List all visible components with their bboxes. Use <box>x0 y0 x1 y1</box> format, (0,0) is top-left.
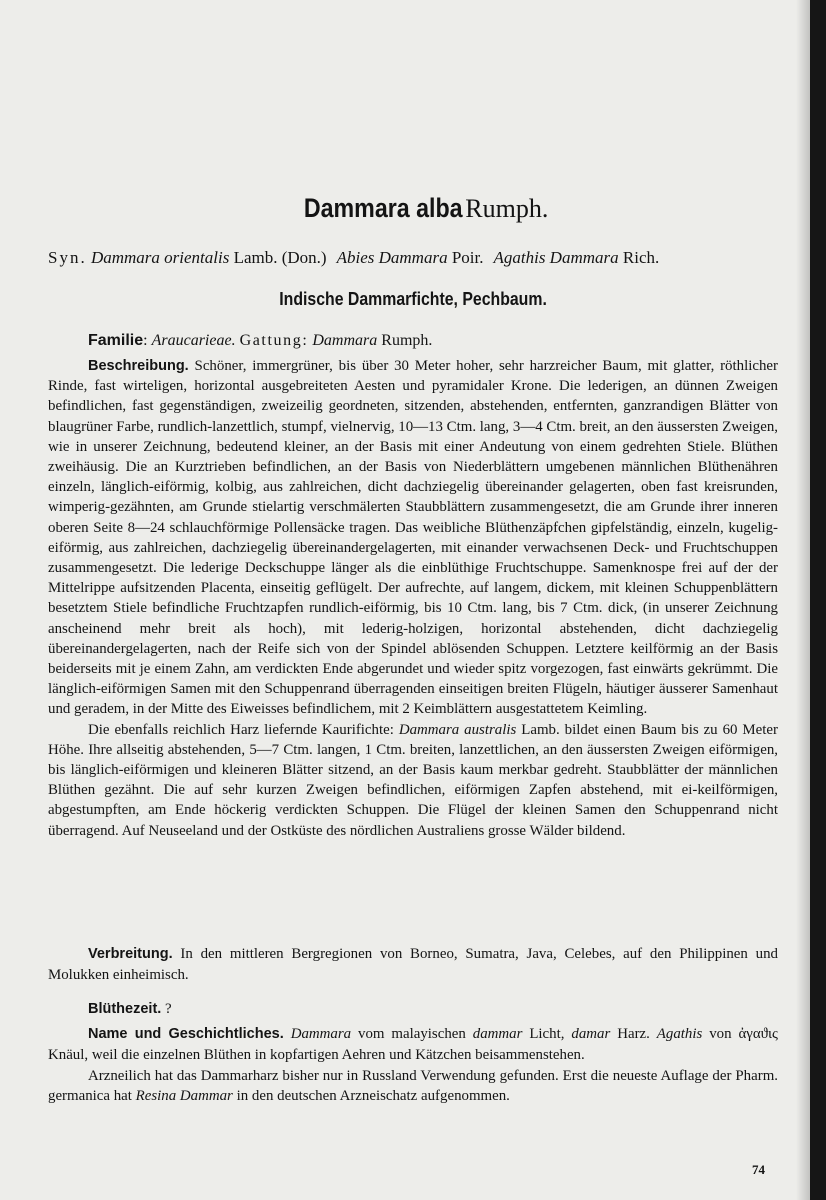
kaurifichte-lead: Die ebenfalls reichlich Harz liefernde Kaurifichte: <box>88 721 394 738</box>
bluethezeit-section <box>48 999 778 1020</box>
arznei-text: Arzneilich hat das Dammarharz bisher nur in Russland Verwendung gefunden. Erst die neueste Auflage der Pharm. germanica hat <box>48 1067 778 1105</box>
taxonomy-line: Familie: Araucarieae. Gattung: Dammara Rumph. <box>88 332 433 349</box>
title-author: Rumph. <box>465 194 549 223</box>
synonym-3-name: Agathis Dammara <box>493 248 619 267</box>
name-text-4: von ἀγαϑις Knäul, weil die einzelnen Blüthen in kopfartigen Aehren und Kätzchen beisammenstehen. <box>48 1026 778 1063</box>
name-heading: Name und Geschichtliches. <box>88 1026 284 1042</box>
gattung-label: Gattung: <box>239 332 309 349</box>
common-name <box>0 286 810 312</box>
bluethezeit-text: ? <box>165 1001 172 1017</box>
arznei-paragraph <box>48 1066 778 1108</box>
beschreibung-paragraph <box>48 356 778 720</box>
name-section <box>48 1024 778 1107</box>
page-number: 74 <box>752 1162 765 1177</box>
kaurifichte-species: Dammara australis <box>398 721 517 738</box>
synonym-1-name: Dammara orientalis <box>90 248 230 267</box>
name-text-3: Harz. <box>617 1026 650 1042</box>
common-name-text: Indische Dammarfichte, Pechbaum. <box>279 289 547 309</box>
synonyms-label: Syn. <box>48 248 87 267</box>
name-word-dammara: Dammara <box>290 1026 352 1042</box>
gattung-author: Rumph. <box>381 332 433 349</box>
name-word-agathis: Agathis <box>656 1026 703 1042</box>
gattung-value: Dammara <box>312 332 378 349</box>
page-edge-shadow <box>796 0 810 1200</box>
arznei-drug: Resina Dammar <box>135 1088 233 1105</box>
bluethezeit-heading: Blüthezeit. <box>88 1001 162 1017</box>
verbreitung-paragraph <box>48 944 778 986</box>
name-word-damar: damar <box>571 1026 611 1042</box>
synonym-2-name: Abies Dammara <box>336 248 448 267</box>
verbreitung-section <box>48 944 778 986</box>
name-text-2: Licht, <box>529 1026 565 1042</box>
arznei-end: in den deutschen Arzneischatz aufgenommen. <box>236 1088 510 1105</box>
familie-value: Araucarieae. <box>151 332 236 349</box>
kaurifichte-text: Lamb. bildet einen Baum bis zu 60 Meter Höhe. Ihre allseitig abstehenden, 5—7 Ctm. langen, 1 Ctm. breiten, lanzettlichen, an den äussersten Zweigen eiförmigen, bis länglich-eiförmigen und kleineren Blätter sitzend, an der Basis kaum merkbar gedreht. Staubblätter der männlichen Blüthen gezähnt. Die auf sehr kurzen Zweigen befindlichen, eiförmigen Zapfen abstehend, mit ei-keilförmigen, abgestumpften, am Ende höckerig verdickten Schuppen. Die Flügel der kleinen Samen den Schuppenrand nicht überragend. Auf Neuseeland und der Ostküste des nördlichen Australiens grosse Wälder bildend. <box>48 721 778 839</box>
beschreibung-text: Schöner, immergrüner, bis über 30 Meter hoher, sehr harzreicher Baum, mit glatter, röthlicher Rinde, fast wirteligen, horizontal ausgebreiteten Aesten und pyramidaler Krone. Die lederigen, an dünnen Zweigen befindlichen, fast gegenständigen, zweizeilig geordneten, sitzenden, abstehenden, entfernten, ganzrandigen Blätter von blaugrüner Farbe, rundlich-lanzettlich, stumpf, vielnervig, 10—13 Ctm. lang, 3—4 Ctm. breit, an den äussersten Zweigen, wie in unserer Zeichnung, bedeutend kleiner, an der Basis mit einer Andeutung von einem gedrehten Stiele. Blüthen zweihäusig. Die an Kurztrieben befindlichen, an der Basis von Niederblättern umgebenen männlichen Blüthenähren einzeln, länglich-eiförmig, kolbig, aus zahlreichen, dicht dachziegelig übereinander gelagerten, oben fast kreisrunden, wimperig-gezähnten, am Grunde stielartig verschmälerten Staubblättern zusammengesetzt, die am Grunde ihrer inneren oberen Seite 8—24 schlauchförmige Pollensäcke tragen. Das weibliche Blüthenzäpfchen gipfelständig, einzeln, kugelig-eiförmig, aus zahlreichen, dachziegelig übereinandergelagerten, mit einander verwachsenen Deck- und Fruchtschuppen zusammengesetzt. Die lederige Deckschuppe länger als die einblüthige Fruchtschuppe. Samenknospe frei auf der der Mittelrippe aufsitzenden Placenta, einseitig geflügelt. Der aufrechte, auf langem, dickem, mit kleinen Schuppenblättern besetztem Stiele befindliche Fruchtzapfen rundlich-eiförmig, bis 10 Ctm. lang, bis 7 Ctm. dick, (in unserer Zeichnung anscheinend mehr breit als hoch), mit lederig-holzigen, horizontal abstehenden, dicht dachziegelig übereinandergelagerten, nach der Reife sich von der Spindel ablösenden Schuppen. Letztere keilförmig an der Basis beiderseits mit je einem Zahn, am verdickten Ende abgerundet und wieder spitz vorgezogen, fast einwärts gekrümmt. Die länglich-eiförmigen Samen mit den Schuppenrand überragenden einseitigen breiten Flügeln, häutiger äusserer Samenhaut und geradem, in der Mitte des Eiweisses befindlichem, mit 2 Keimblättern ausgestattetem Keimling. <box>48 358 778 718</box>
synonyms-line <box>48 246 788 270</box>
page-title <box>0 188 810 229</box>
name-word-dammar: dammar <box>472 1026 523 1042</box>
kaurifichte-paragraph <box>48 720 778 841</box>
title-genus: Dammara alba <box>303 193 463 223</box>
bluethezeit-paragraph <box>48 999 778 1020</box>
beschreibung-heading: Beschreibung. <box>88 358 189 374</box>
verbreitung-text: In den mittleren Bergregionen von Borneo, Sumatra, Java, Celebes, auf den Philippinen und Molukken einheimisch. <box>48 946 778 983</box>
synonym-3-author: Rich. <box>622 248 660 267</box>
beschreibung-section <box>48 356 778 841</box>
synonym-1-author: Lamb. (Don.) <box>233 248 327 267</box>
synonym-2-author: Poir. <box>451 248 484 267</box>
name-text-1: vom malayischen <box>358 1026 466 1042</box>
familie-label: Familie <box>88 332 144 349</box>
name-paragraph <box>48 1024 778 1066</box>
verbreitung-heading: Verbreitung. <box>88 946 173 962</box>
